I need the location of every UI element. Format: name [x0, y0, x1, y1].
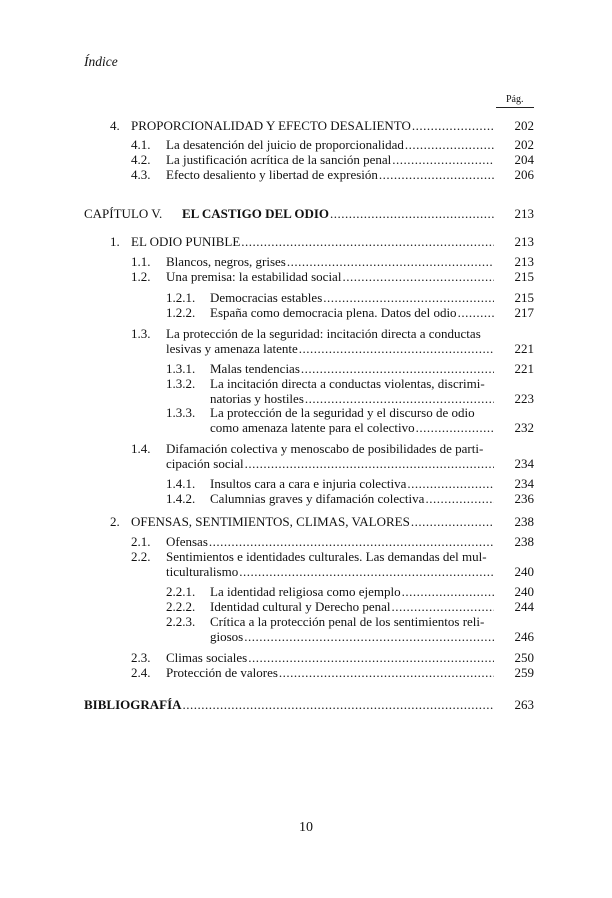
dot-leader: [392, 152, 494, 168]
dot-leader: [287, 254, 494, 270]
dot-leader: [183, 697, 494, 713]
toc-entry: [166, 254, 494, 270]
dot-leader: [411, 514, 494, 530]
entry-page: 202: [514, 118, 534, 133]
entry-number: 2.3.: [131, 650, 151, 665]
entry-title: Identidad cultural y Derecho penal: [210, 599, 391, 614]
entry-page: 223: [514, 391, 534, 406]
chapter-title: EL CASTIGO DEL ODIO: [182, 206, 330, 221]
toc-entry: [210, 305, 494, 321]
entry-page: 215: [514, 290, 534, 305]
entry-page: 234: [514, 456, 534, 471]
page-number: 10: [299, 820, 313, 835]
toc-entry-chapter: [182, 206, 494, 222]
entry-title-line1: Crítica a la protección penal de los sentimientos reli-: [210, 614, 485, 629]
entry-title: EL ODIO PUNIBLE: [131, 234, 241, 249]
entry-title: Ofensas: [166, 534, 208, 549]
toc-entry: [166, 341, 494, 357]
entry-page: 232: [514, 420, 534, 435]
entry-page: 202: [514, 137, 534, 152]
entry-title-line1: La incitación directa a conductas violentas, discrimi-: [210, 376, 485, 391]
entry-number: 1.4.2.: [166, 491, 196, 506]
entry-page: 250: [514, 650, 534, 665]
entry-title: giosos: [210, 629, 244, 644]
entry-number: 4.1.: [131, 137, 151, 152]
toc-entry: [166, 650, 494, 666]
toc-entry: [131, 118, 494, 134]
dot-leader: [209, 534, 494, 550]
entry-title-line1: Sentimientos e identidades culturales. Las demandas del mul-: [166, 549, 487, 564]
dot-leader: [405, 137, 494, 153]
entry-number: 2.2.1.: [166, 584, 196, 599]
entry-page: 213: [514, 254, 534, 269]
entry-title: Blancos, negros, grises: [166, 254, 286, 269]
entry-number: 2.4.: [131, 665, 151, 680]
toc-entry: [166, 665, 494, 681]
toc-entry: [166, 269, 494, 285]
entry-title: La identidad religiosa como ejemplo: [210, 584, 401, 599]
entry-number: 1.3.2.: [166, 376, 196, 391]
entry-title: Efecto desaliento y libertad de expresión: [166, 167, 378, 182]
entry-number: 1.: [110, 234, 120, 249]
entry-title: La desatención del juicio de proporcionalidad: [166, 137, 404, 152]
dot-leader: [342, 269, 494, 285]
dot-leader: [379, 167, 494, 183]
entry-title: Protección de valores: [166, 665, 278, 680]
running-header: Índice: [84, 54, 118, 69]
entry-page: 236: [514, 491, 534, 506]
entry-page: 213: [514, 234, 534, 249]
toc-entry: [210, 629, 494, 645]
entry-title: Malas tendencias: [210, 361, 300, 376]
dot-leader: [425, 491, 494, 507]
dot-leader: [330, 206, 494, 222]
entry-title: Insultos cara a cara e injuria colectiva: [210, 476, 407, 491]
toc-entry: [210, 599, 494, 615]
toc-entry: [166, 534, 494, 550]
dot-leader: [241, 234, 494, 250]
toc-entry: [210, 361, 494, 377]
entry-title: como amenaza latente para el colectivo: [210, 420, 415, 435]
entry-title: Climas sociales: [166, 650, 248, 665]
entry-page: 215: [514, 269, 534, 284]
entry-number: 4.2.: [131, 152, 151, 167]
toc-entry: [131, 514, 494, 530]
toc-entry: [166, 564, 494, 580]
entry-number: 1.4.1.: [166, 476, 196, 491]
dot-leader: [323, 290, 494, 306]
dot-leader: [391, 599, 494, 615]
entry-page: 204: [514, 152, 534, 167]
dot-leader: [244, 629, 494, 645]
entry-number: 1.4.: [131, 441, 151, 456]
entry-number: 1.2.: [131, 269, 151, 284]
entry-title: cipación social: [166, 456, 244, 471]
dot-leader: [299, 341, 494, 357]
dot-leader: [416, 420, 494, 436]
toc-entry: [210, 476, 494, 492]
toc-entry: [166, 152, 494, 168]
entry-title-line1: La protección de la seguridad y el discurso de odio: [210, 405, 475, 420]
bibliography-title: BIBLIOGRAFÍA: [84, 697, 182, 712]
toc-entry: [166, 456, 494, 472]
dot-leader: [248, 650, 494, 666]
entry-title: natorias y hostiles: [210, 391, 304, 406]
entry-number: 2.2.3.: [166, 614, 196, 629]
entry-number: 1.1.: [131, 254, 151, 269]
entry-number: 1.2.1.: [166, 290, 196, 305]
dot-leader: [279, 665, 494, 681]
entry-title: lesivas y amenaza latente: [166, 341, 298, 356]
entry-page: 221: [514, 361, 534, 376]
chapter-number: CAPÍTULO V.: [84, 206, 163, 221]
entry-title: Democracias estables: [210, 290, 323, 305]
dot-leader: [239, 564, 494, 580]
toc-entry: [166, 167, 494, 183]
dot-leader: [245, 456, 494, 472]
entry-number: 1.3.: [131, 326, 151, 341]
entry-page: 240: [514, 564, 534, 579]
entry-page: 217: [514, 305, 534, 320]
entry-number: 4.3.: [131, 167, 151, 182]
entry-page: 213: [514, 206, 534, 221]
dot-leader: [458, 305, 494, 321]
entry-number: 1.3.3.: [166, 405, 196, 420]
entry-title: La justificación acrítica de la sanción penal: [166, 152, 392, 167]
dot-leader: [402, 584, 494, 600]
toc-entry: [210, 290, 494, 306]
entry-number: 2.2.2.: [166, 599, 196, 614]
toc-entry: [210, 491, 494, 507]
entry-number: 1.3.1.: [166, 361, 196, 376]
entry-title: Una premisa: la estabilidad social: [166, 269, 342, 284]
entry-page: 238: [514, 534, 534, 549]
entry-number: 4.: [110, 118, 120, 133]
entry-title-line1: La protección de la seguridad: incitación directa a conductas: [166, 326, 481, 341]
dot-leader: [301, 361, 494, 377]
entry-page: 234: [514, 476, 534, 491]
entry-number: 2.2.: [131, 549, 151, 564]
entry-title: OFENSAS, SENTIMIENTOS, CLIMAS, VALORES: [131, 514, 410, 529]
dot-leader: [407, 476, 494, 492]
toc-entry: [210, 420, 494, 436]
entry-page: 259: [514, 665, 534, 680]
entry-title: Calumnias graves y difamación colectiva: [210, 491, 425, 506]
entry-title: PROPORCIONALIDAD Y EFECTO DESALIENTO: [131, 118, 411, 133]
entry-page: 221: [514, 341, 534, 356]
toc-entry: [131, 234, 494, 250]
entry-page: 246: [514, 629, 534, 644]
entry-title: España como democracia plena. Datos del odio: [210, 305, 457, 320]
entry-page: 263: [514, 697, 534, 712]
toc-entry: [210, 584, 494, 600]
entry-page: 240: [514, 584, 534, 599]
entry-title-line1: Difamación colectiva y menoscabo de posibilidades de parti-: [166, 441, 484, 456]
toc-entry: [166, 137, 494, 153]
toc-entry-bibliography: [84, 697, 494, 713]
entry-title: ticulturalismo: [166, 564, 239, 579]
entry-page: 244: [514, 599, 534, 614]
dot-leader: [412, 118, 494, 134]
entry-page: 238: [514, 514, 534, 529]
entry-number: 2.1.: [131, 534, 151, 549]
entry-number: 2.: [110, 514, 120, 529]
page-column-rule: [496, 107, 534, 108]
entry-page: 206: [514, 167, 534, 182]
page-column-label: Pág.: [506, 94, 524, 105]
entry-number: 1.2.2.: [166, 305, 196, 320]
